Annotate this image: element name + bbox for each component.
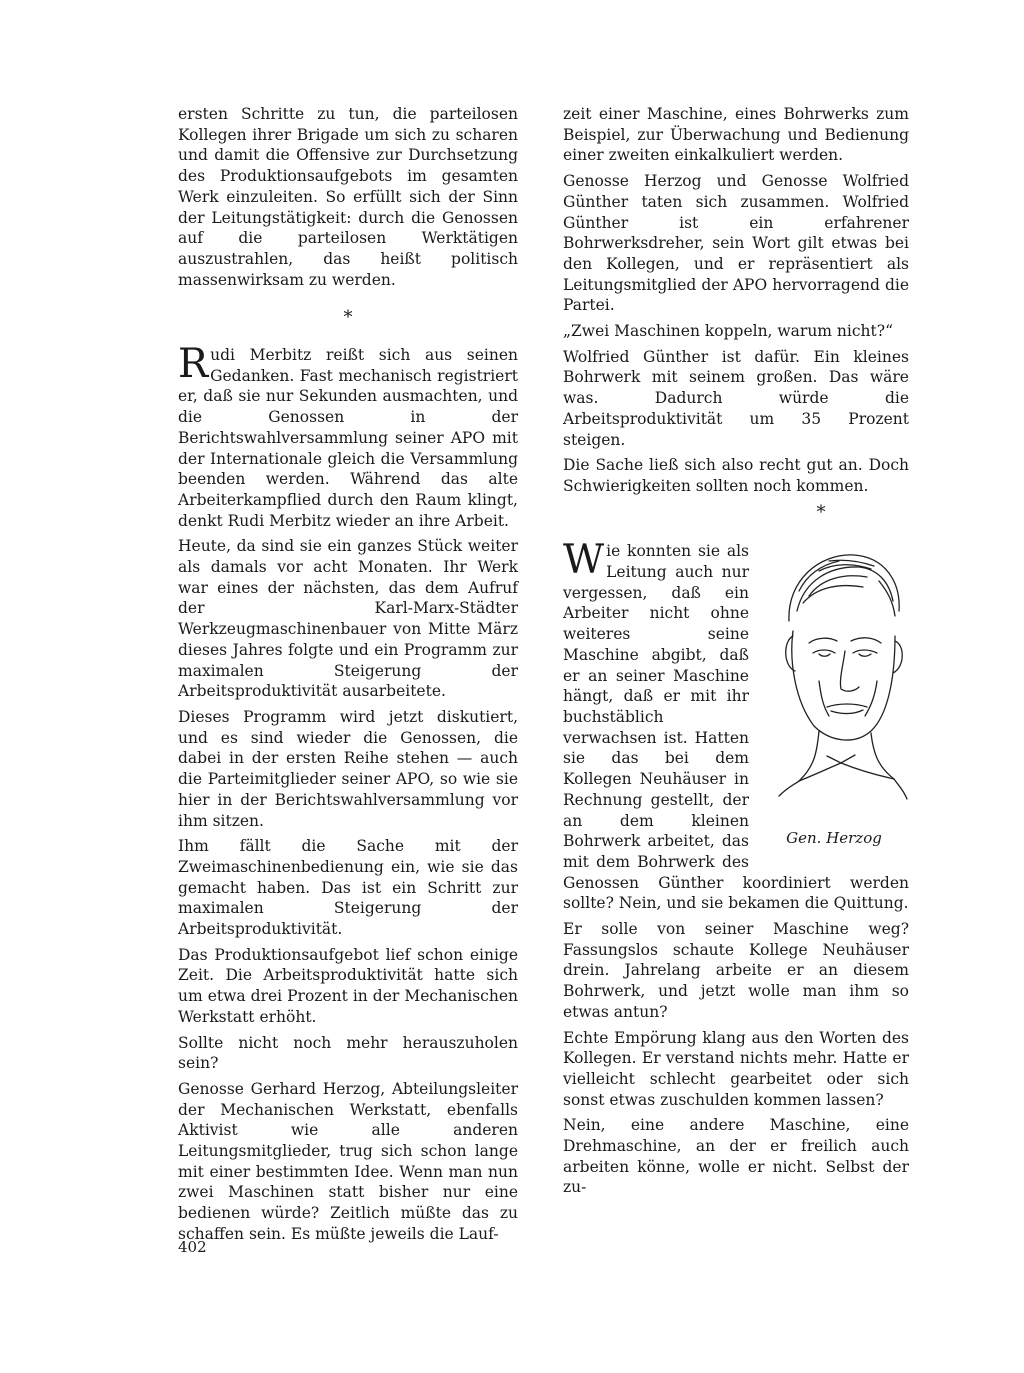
paragraph: „Zwei Maschinen koppeln, warum nicht?“ [563,322,894,341]
illustration-caption: Gen. Herzog [786,829,882,848]
paragraph: Sollte nicht noch mehr herauszuholen sein? [178,1033,518,1073]
section-separator: * [816,501,826,523]
paragraph: Heute, da sind sie ein ganzes Stück weiter als damals vor acht Monaten. Ihr Werk war eines der nächsten, das dem Aufruf der Karl-Marx-Städter Werkzeugmaschinenbauer von Mitte März dieses Jahres folgte und ein Programm zur maximalen Steigerung der Arbeitsproduktivität ausarbeitete. [178,537,518,701]
right-column [563,104,909,1203]
paragraph: Das Produktionsaufgebot lief schon einige Zeit. Die Arbeitsproduktivität hatte sich um etwa drei Prozent in der Mechanischen Werkstatt erhöht. [178,945,518,1026]
paragraph: Ihm fällt die Sache mit der Zweimaschinenbedienung ein, wie sie das gemacht haben. Das ist ein Schritt zur maximalen Steigerung der Arbeitsproduktivität. [178,837,518,939]
paragraph: Echte Empörung klang aus den Worten des Kollegen. Er verstand nichts mehr. Hatte er vielleicht schlecht gearbeitet oder sich sonst etwas zuschulden kommen lassen? [563,1028,909,1109]
paragraph-dropcap: Rudi Merbitz reißt sich aus seinen Gedanken. Fast mechanisch registriert er, daß sie nur Sekunden ausmachten, und die Genossen in der Berichtswahlversammlung seiner APO mit der Internationale gleich die Versammlung beenden werden. Während das alte Arbeiterkampflied durch den Raum klingt, denkt Rudi Merbitz wieder an ihre Arbeit. [178,341,518,530]
portrait-sketch-icon [759,541,909,816]
page-number: 402 [178,1238,207,1256]
section-separator: * [343,307,353,329]
paragraph-dropcap: Wie konnten sie als Leitung auch nur vergessen, daß ein Arbeiter nicht ohne weiteres seine Maschine abgibt, daß er an seiner Maschine hängt, daß er mit ihr buchstäblich verwachsen ist. Hatten sie das bei dem Kollegen Neuhäuser in Rechnung gestellt, der an dem kleinen Bohrwerk arbeitet, das mit dem Bohrwerk des Genossen Günther koordiniert werden sollte? Nein, und sie bekamen die Quittung. [563,537,909,913]
paragraph: Wolfried Günther ist dafür. Ein kleines Bohrwerk mit seinem großen. Das wäre was. Dadurch würde die Arbeitsproduktivität um 35 Prozent steigen. [563,347,909,449]
portrait-illustration [759,541,909,849]
paragraph: Dieses Programm wird jetzt diskutiert, und es sind wieder die Genossen, die dabei in der ersten Reihe stehen — auch die Parteimitglieder seiner APO, so wie sie hier in der Berichtswahlversammlung vor ihm sitzen. [178,707,518,830]
paragraph: Nein, eine andere Maschine, eine Drehmaschine, an der er freilich auch arbeiten könne, wolle er nicht. Selbst der zu- [563,1116,909,1197]
paragraph: Genosse Herzog und Genosse Wolfried Günther taten sich zusammen. Wolfried Günther ist ein erfahrener Bohrwerksdreher, sein Wort gilt etwas bei den Kollegen, und er repräsentiert als Leitungsmitglied der APO hervorragend die Partei. [563,172,909,315]
left-column [178,104,518,1250]
paragraph: ersten Schritte zu tun, die parteilosen Kollegen ihrer Brigade um sich zu scharen und damit die Offensive zur Durchsetzung des Produktionsaufgebots im gesamten Werk einzuleiten. So erfüllt sich der Sinn der Leitungstätigkeit: durch die Genossen auf die parteilosen Werktätigen auszustrahlen, das heißt politisch massenwirksam zu werden. [178,105,518,289]
paragraph: Er solle von seiner Maschine weg? Fassungslos schaute Kollege Neuhäuser drein. Jahrelang arbeite er an diesem Bohrwerk, und jetzt wolle man ihm so etwas antun? [563,920,909,1021]
paragraph: Die Sache ließ sich also recht gut an. Doch Schwierigkeiten sollten noch kommen. [563,456,909,495]
paragraph: Genosse Gerhard Herzog, Abteilungsleiter der Mechanischen Werkstatt, ebenfalls Aktivist wie alle anderen Leitungsmitglieder, trug sich schon lange mit einer bestimmten Idee. Wenn man nun zwei Maschinen statt bisher nur eine bedienen würde? Zeitlich müßte das zu schaffen sein. Es müßte jeweils die Lauf- [178,1079,518,1243]
paragraph: zeit einer Maschine, eines Bohrwerks zum Beispiel, zur Überwachung und Bedienung einer zweiten einkalkuliert werden. [563,105,909,165]
